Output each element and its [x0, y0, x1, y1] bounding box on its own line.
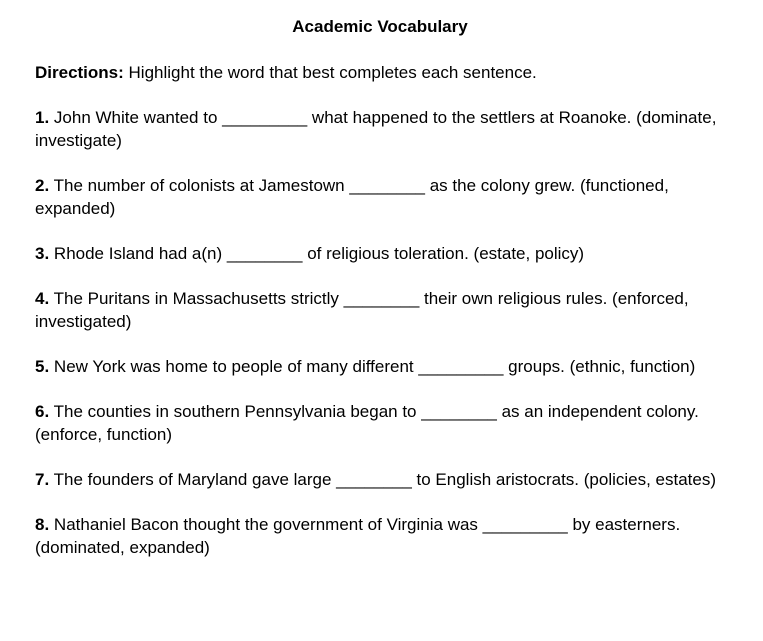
question-number: 1.	[35, 108, 50, 127]
question-text: The Puritans in Massachusetts strictly ________ their own religious rules. (enforced, investigated)	[35, 289, 689, 331]
worksheet	[35, 16, 725, 581]
question-text: The counties in southern Pennsylvania began to ________ as an independent colony. (enforce, function)	[35, 402, 699, 444]
question-8	[35, 513, 725, 559]
question-text: The founders of Maryland gave large ________ to English aristocrats. (policies, estates)	[49, 470, 717, 489]
question-number: 8.	[35, 515, 50, 534]
directions-text: Highlight the word that best completes each sentence.	[123, 63, 537, 82]
question-2	[35, 174, 725, 220]
question-1	[35, 106, 725, 152]
question-3	[35, 242, 725, 265]
question-5	[35, 355, 725, 378]
question-number: 7.	[35, 470, 50, 489]
question-text: John White wanted to _________ what happened to the settlers at Roanoke. (dominate, investigate)	[35, 108, 717, 150]
directions	[35, 61, 725, 84]
directions-label: Directions:	[35, 63, 124, 82]
question-text: New York was home to people of many different _________ groups. (ethnic, function)	[49, 357, 696, 376]
question-text: Rhode Island had a(n) ________ of religious toleration. (estate, policy)	[49, 244, 585, 263]
page-title: Academic Vocabulary	[292, 17, 468, 36]
question-number: 2.	[35, 176, 50, 195]
question-6	[35, 400, 725, 446]
question-7	[35, 468, 725, 491]
question-number: 4.	[35, 289, 50, 308]
question-number: 5.	[35, 357, 50, 376]
question-number: 3.	[35, 244, 50, 263]
question-4	[35, 287, 725, 333]
question-number: 6.	[35, 402, 50, 421]
question-text: The number of colonists at Jamestown ________ as the colony grew. (functioned, expanded)	[35, 176, 669, 218]
question-text: Nathaniel Bacon thought the government of Virginia was _________ by easterners. (dominated, expanded)	[35, 515, 681, 557]
